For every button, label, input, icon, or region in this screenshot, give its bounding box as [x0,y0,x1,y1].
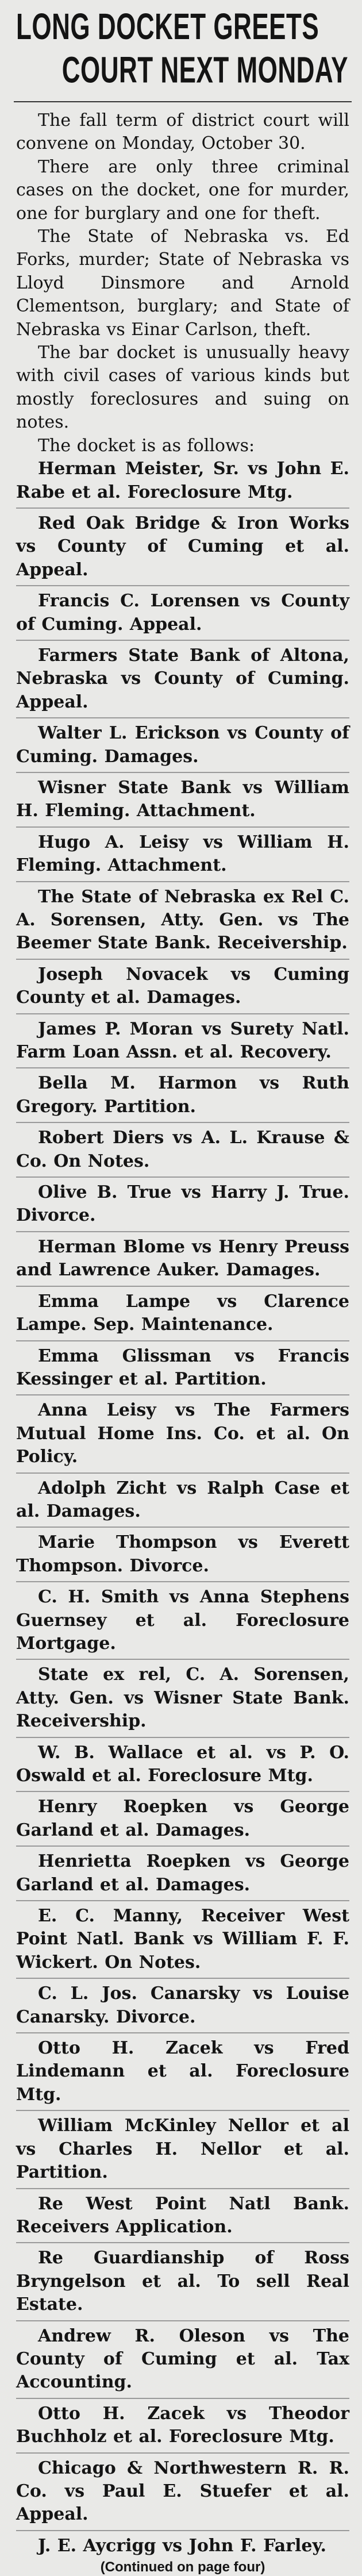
entry-separator [16,1659,349,1660]
entry-separator [16,1122,349,1123]
docket-entry: W. B. Wallace et al. vs P. O. Oswald et al. Foreclosure Mtg. [16,1742,349,1786]
docket-entry: Otto H. Zacek vs Theodor Buchholz et al. Foreclosure Mtg. [16,2403,349,2447]
docket-entry: Bella M. Harmon vs Ruth Gregory. Partition. [16,1073,349,1117]
docket-entry: Farmers State Bank of Altona, Nebraska vs County of Cuming. Appeal. [16,645,349,712]
entry-separator [16,826,349,828]
docket-entry: Henrietta Roepken vs George Garland et al. Damages. [16,1851,349,1895]
entry-separator [16,2530,349,2531]
docket-entry: James P. Moran vs Surety Natl. Farm Loan Assn. et al. Recovery. [16,1018,349,1063]
intro-paragraph: The State of Nebraska vs. Ed Forks, murder; State of Nebraska vs Lloyd Dinsmore and Arnold Clementson, burglary; and State of Nebraska vs Einar Carlson, theft. [16,226,349,340]
docket-entry: Emma Glissman vs Francis Kessinger et al. Partition. [16,1345,349,1389]
docket-entry: Henry Roepken vs George Garland et al. Damages. [16,1797,349,1840]
docket-entry: Hugo A. Leisy vs William H. Fleming. Attachment. [16,832,349,876]
docket-entry: Herman Meister, Sr. vs John E. Rabe et al. Foreclosure Mtg. [16,459,349,502]
entry-separator [16,1013,349,1014]
headline-line-1: LONG DOCKET GREETS [16,6,319,48]
docket-entry: Walter L. Erickson vs County of Cuming. Damages. [16,723,349,767]
intro-paragraph: The bar docket is unusually heavy with civil cases of various kinds but mostly foreclosures and suing on notes. [16,343,349,433]
entry-separator [16,1286,349,1287]
docket-entry: The State of Nebraska ex Rel C. A. Sorensen, Atty. Gen. vs The Beemer State Bank. Receivership. [16,886,349,953]
entry-separator [16,2032,349,2033]
docket-entry: Marie Thompson vs Everett Thompson. Divorce. [16,1532,349,1576]
intro-paragraph: The docket is as follows: [38,435,255,456]
docket-entry: E. C. Manny, Receiver West Point Natl. Bank vs William F. F. Wickert. On Notes. [16,1906,349,1973]
article-intro [16,109,349,457]
docket-entry: Joseph Novacek vs Cuming County et al. Damages. [16,964,349,1008]
docket-entry: Red Oak Bridge & Iron Works vs County of Cuming et al. Appeal. [16,513,349,580]
entry-separator [16,640,349,641]
entry-separator [16,1581,349,1582]
entry-separator [16,1067,349,1068]
docket-entry: J. E. Aycrigg vs John F. Farley. [38,2535,326,2556]
docket-entry: Chicago & Northwestern R. R. Co. vs Paul E. Stuefer et al. Appeal. [16,2458,349,2525]
entry-separator [16,1176,349,1178]
entry-separator [16,2398,349,2399]
docket-entry: C. L. Jos. Canarsky vs Louise Canarsky. Divorce. [16,1983,349,2027]
docket-entry: Adolph Zicht vs Ralph Case et al. Damages. [16,1478,349,1521]
entry-separator [16,1900,349,1901]
entry-separator [16,1527,349,1528]
entry-separator [16,1737,349,1738]
docket-entry: Anna Leisy vs The Farmers Mutual Home Ins. Co. et al. On Policy. [16,1400,349,1467]
headline-rule [14,101,352,102]
entry-separator [16,2320,349,2321]
docket-entry: Wisner State Bank vs William H. Fleming. Attachment. [16,777,349,821]
entry-separator [16,507,349,509]
headline-line-2: COURT NEXT MONDAY [61,49,348,91]
entry-separator [16,881,349,882]
docket-entry: Robert Diers vs A. L. Krause & Co. On Notes. [16,1128,349,1171]
entry-separator [16,1978,349,1979]
docket-entry: Andrew R. Oleson vs The County of Cuming et al. Tax Accounting. [16,2325,349,2393]
docket-entry: William McKinley Nellor et al vs Charles H. Nellor et al. Partition. [16,2116,349,2183]
docket-entry: Re West Point Natl Bank. Receivers Application. [16,2193,349,2237]
docket-entry: State ex rel, C. A. Sorensen, Atty. Gen. vs Wisner State Bank. Receivership. [16,1664,349,1732]
entry-separator [16,585,349,586]
entry-separator [16,2452,349,2454]
docket-entry: Francis C. Lorensen vs County of Cuming. Appeal. [16,591,349,635]
docket-entry: Herman Blome vs Henry Preuss and Lawrence Auker. Damages. [16,1236,349,1281]
docket-entry: Olive B. True vs Harry J. True. Divorce. [16,1182,349,1226]
entry-separator [16,2242,349,2243]
docket-entry: Emma Lampe vs Clarence Lampe. Sep. Maintenance. [16,1291,349,1335]
entry-separator [16,1231,349,1232]
entry-separator [16,772,349,773]
entry-separator [16,717,349,718]
entry-separator [16,2110,349,2111]
headline [16,6,349,91]
intro-paragraph: The fall term of district court will convene on Monday, October 30. [16,110,349,154]
entry-separator [16,959,349,960]
intro-paragraph: There are only three criminal cases on the docket, one for murder, one for burglary and one for theft. [16,156,349,224]
docket-entry: Otto H. Zacek vs Fred Lindemann et al. Foreclosure Mtg. [16,2038,349,2105]
docket-entry: C. H. Smith vs Anna Stephens Guernsey et al. Foreclosure Mortgage. [16,1587,349,1654]
entry-separator [16,1791,349,1792]
entry-separator [16,1472,349,1474]
entry-separator [16,1340,349,1341]
docket-list [16,457,349,2558]
entry-separator [16,1846,349,1847]
docket-entry: Re Guardianship of Ross Bryngelson et al. To sell Real Estate. [16,2248,349,2315]
entry-separator [16,1394,349,1395]
entry-separator [16,2188,349,2189]
continued-note: (Continued on page four) [100,2559,265,2575]
